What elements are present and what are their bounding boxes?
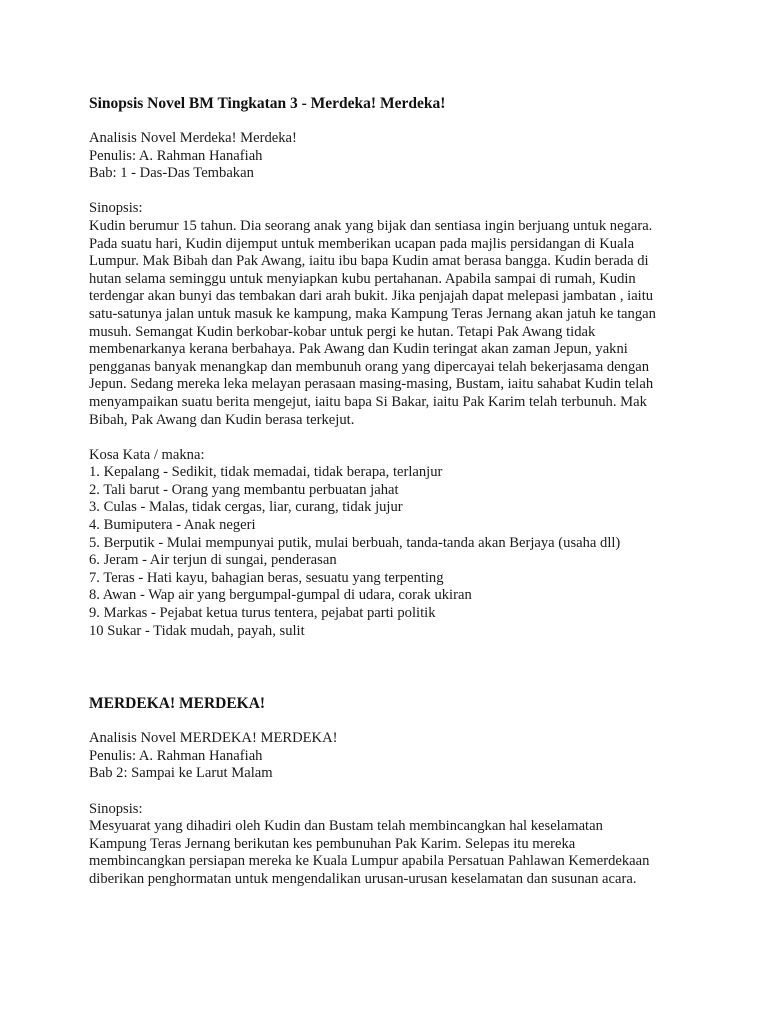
analisis-line: Analisis Novel MERDEKA! MERDEKA! (89, 730, 338, 747)
sinopsis-line: Kampung Teras Jernang berikutan kes pembunuhan Pak Karim. Selepas itu mereka (89, 835, 576, 852)
sinopsis-line: Pada suatu hari, Kudin dijemput untuk memberikan ucapan pada majlis persidangan di Kuala (89, 235, 635, 252)
sinopsis-line: Bibah, Pak Awang dan Kudin berasa terkejut. (89, 411, 355, 428)
kosa-kata-item: 9. Markas - Pejabat ketua turus tentera, pejabat parti politik (89, 605, 436, 622)
section-bab-2 (89, 692, 689, 888)
kosa-kata-item: 5. Berputik - Mulai mempunyai putik, mulai berbuah, tanda-tanda akan Berjaya (usaha dll) (89, 534, 621, 551)
sinopsis-label: Sinopsis: (89, 800, 143, 817)
sinopsis-line: musuh. Semangat Kudin berkobar-kobar untuk pergi ke hutan. Tetapi Pak Awang tidak (89, 323, 596, 340)
kosa-kata-label: Kosa Kata / makna: (89, 446, 205, 463)
sinopsis-line: Jepun. Sedang mereka leka melayan perasaan masing-masing, Bustam, iaitu sahabat Kudin telah (89, 376, 654, 393)
kosa-kata-item: 2. Tali barut - Orang yang membantu perbuatan jahat (89, 481, 399, 498)
sinopsis-line: Lumpur. Mak Bibah dan Pak Awang, iaitu ibu bapa Kudin amat berasa bangga. Kudin berada di (89, 253, 649, 270)
analisis-line: Analisis Novel Merdeka! Merdeka! (89, 130, 297, 146)
kosa-kata-item: 10 Sukar - Tidak mudah, payah, sulit (89, 622, 305, 639)
sinopsis-line: membenarkanya kerana berbahaya. Pak Awang dan Kudin teringat akan zaman Jepun, yakni (89, 341, 628, 358)
document-title: Sinopsis Novel BM Tingkatan 3 - Merdeka! Merdeka! (89, 95, 446, 112)
kosa-kata-item: 6. Jeram - Air terjun di sungai, penderasan (89, 552, 337, 569)
kosa-kata-list (89, 464, 689, 640)
sinopsis-line: membincangkan persiapan mereka ke Kuala Lumpur apabila Persatuan Pahlawan Kemerdekaan (89, 853, 650, 870)
sinopsis-line: Kudin berumur 15 tahun. Dia seorang anak yang bijak dan sentiasa ingin berjuang untuk negara. (89, 217, 653, 234)
sinopsis-line: diberikan penghormatan untuk mengendalikan urusan-urusan keselamatan dan susunan acara. (89, 870, 637, 887)
kosa-kata-item: 3. Culas - Malas, tidak cergas, liar, curang, tidak jujur (89, 499, 403, 516)
kosa-kata-item: 4. Bumiputera - Anak negeri (89, 517, 256, 534)
bab-line: Bab: 1 - Das-Das Tembakan (89, 165, 254, 182)
sinopsis-line: Mesyuarat yang dihadiri oleh Kudin dan Bustam telah membincangkan hal keselamatan (89, 818, 603, 835)
section-bab-1 (89, 92, 689, 640)
document-page (89, 92, 689, 889)
sinopsis-line: pengganas banyak menangkap dan membunuh orang yang dipercayai telah bekerjasama dengan (89, 358, 650, 375)
sinopsis-line: terdengar akan bunyi das tembakan dari arah bukit. Jika penjajah dapat melepasi jambatan , iaitu (89, 288, 654, 305)
penulis-line: Penulis: A. Rahman Hanafiah (89, 147, 263, 164)
kosa-kata-item: 8. Awan - Wap air yang bergumpal-gumpal di udara, corak ukiran (89, 587, 472, 604)
kosa-kata-item: 1. Kepalang - Sedikit, tidak memadai, tidak berapa, terlanjur (89, 464, 443, 481)
sinopsis-line: menyampaikan suatu berita mengejut, iaitu bapa Si Bakar, iaitu Pak Karim telah terbunuh. Mak (89, 393, 647, 410)
section-title: MERDEKA! MERDEKA! (89, 695, 266, 713)
penulis-line: Penulis: A. Rahman Hanafiah (89, 747, 263, 764)
bab-line: Bab 2: Sampai ke Larut Malam (89, 765, 273, 782)
sinopsis-label: Sinopsis: (89, 200, 143, 217)
sinopsis-line: hutan selama seminggu untuk menyiapkan kubu pertahanan. Apabila sampai di rumah, Kudin (89, 270, 636, 287)
sinopsis-paragraph (89, 218, 689, 429)
sinopsis-line: satu-satunya jalan untuk masuk ke kampung, maka Kampung Teras Jernang akan jatuh ke tangan (89, 305, 656, 322)
sinopsis-paragraph (89, 818, 689, 888)
kosa-kata-item: 7. Teras - Hati kayu, bahagian beras, sesuatu yang terpenting (89, 569, 444, 586)
